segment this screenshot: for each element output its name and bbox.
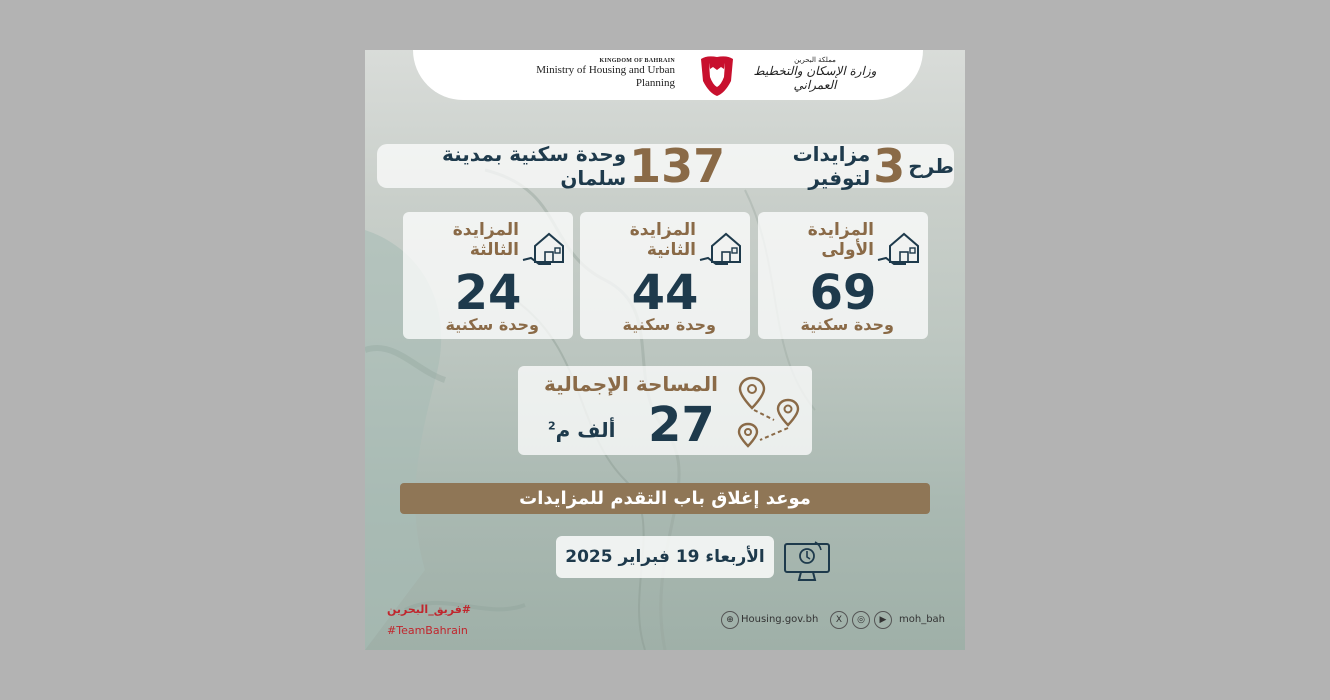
auction-unit-count: 69 — [809, 265, 877, 321]
instagram-icon[interactable]: ◎ — [852, 611, 870, 629]
monitor-icon — [781, 534, 833, 586]
auction-unit-label: وحدة سكنية — [800, 315, 894, 334]
auction-unit-label: وحدة سكنية — [445, 315, 539, 334]
house-hand-icon — [876, 224, 922, 270]
headline — [377, 139, 954, 193]
auction-unit-count: 44 — [631, 265, 699, 321]
auction-label-line2: الثالثة — [469, 240, 519, 260]
auction-card-first — [758, 212, 928, 339]
ministry-name-ar — [735, 56, 895, 92]
auction-label — [453, 220, 519, 260]
ministry-label-en: Ministry of Housing and Urban Planning — [536, 64, 675, 89]
auction-label-line1: المزايدة — [629, 220, 696, 240]
total-area-unit — [548, 418, 615, 442]
x-icon[interactable]: X — [830, 611, 848, 629]
map-pins-icon — [734, 374, 806, 450]
bahrain-crest-icon — [697, 55, 737, 97]
total-area-card — [518, 366, 812, 455]
auction-label-line1: المزايدة — [452, 220, 519, 240]
kingdom-label-ar: مملكة البحرين — [794, 56, 836, 64]
area-unit-superscript: 2 — [548, 419, 556, 433]
headline-part2: مزايدات لتوفير — [792, 142, 871, 190]
auction-label — [808, 220, 874, 260]
deadline-date: الأربعاء 19 فبراير 2025 — [556, 536, 774, 578]
kingdom-label-en: KINGDOM OF BAHRAIN — [599, 58, 675, 64]
total-area-value: 27 — [648, 397, 715, 453]
total-area-title: المساحة الإجمالية — [543, 372, 718, 396]
area-unit-text: ألف م — [555, 418, 616, 442]
deadline-bar: موعد إغلاق باب التقدم للمزايدات — [400, 483, 930, 514]
auction-card-second — [580, 212, 750, 339]
auction-label — [630, 220, 696, 260]
ministry-name-en — [525, 58, 675, 90]
globe-icon[interactable]: ⊕ — [721, 611, 739, 629]
headline-part3: وحدة سكنية بمدينة سلمان — [441, 142, 627, 190]
header-banner — [413, 50, 923, 100]
ministry-label-ar: وزارة الإسكان والتخطيط العمراني — [753, 64, 877, 92]
auction-label-line2: الأولى — [821, 240, 874, 260]
headline-auction-count: 3 — [873, 139, 906, 193]
auction-label-line2: الثانية — [646, 240, 696, 260]
infographic-poster — [365, 50, 965, 650]
auction-unit-count: 24 — [454, 265, 522, 321]
team-hashtag-ar: #فريق_البحرين — [387, 603, 471, 616]
auction-label-line1: المزايدة — [807, 220, 874, 240]
headline-part1: طرح — [908, 154, 954, 178]
website-link[interactable]: Housing.gov.bh — [741, 614, 819, 625]
auction-unit-label: وحدة سكنية — [622, 315, 716, 334]
youtube-icon[interactable]: ▶ — [874, 611, 892, 629]
social-handle[interactable]: moh_bah — [899, 614, 946, 625]
house-hand-icon — [521, 224, 567, 270]
house-hand-icon — [698, 224, 744, 270]
team-hashtag-en: #TeamBahrain — [387, 624, 468, 637]
auction-card-third — [403, 212, 573, 339]
headline-unit-count: 137 — [629, 139, 726, 193]
